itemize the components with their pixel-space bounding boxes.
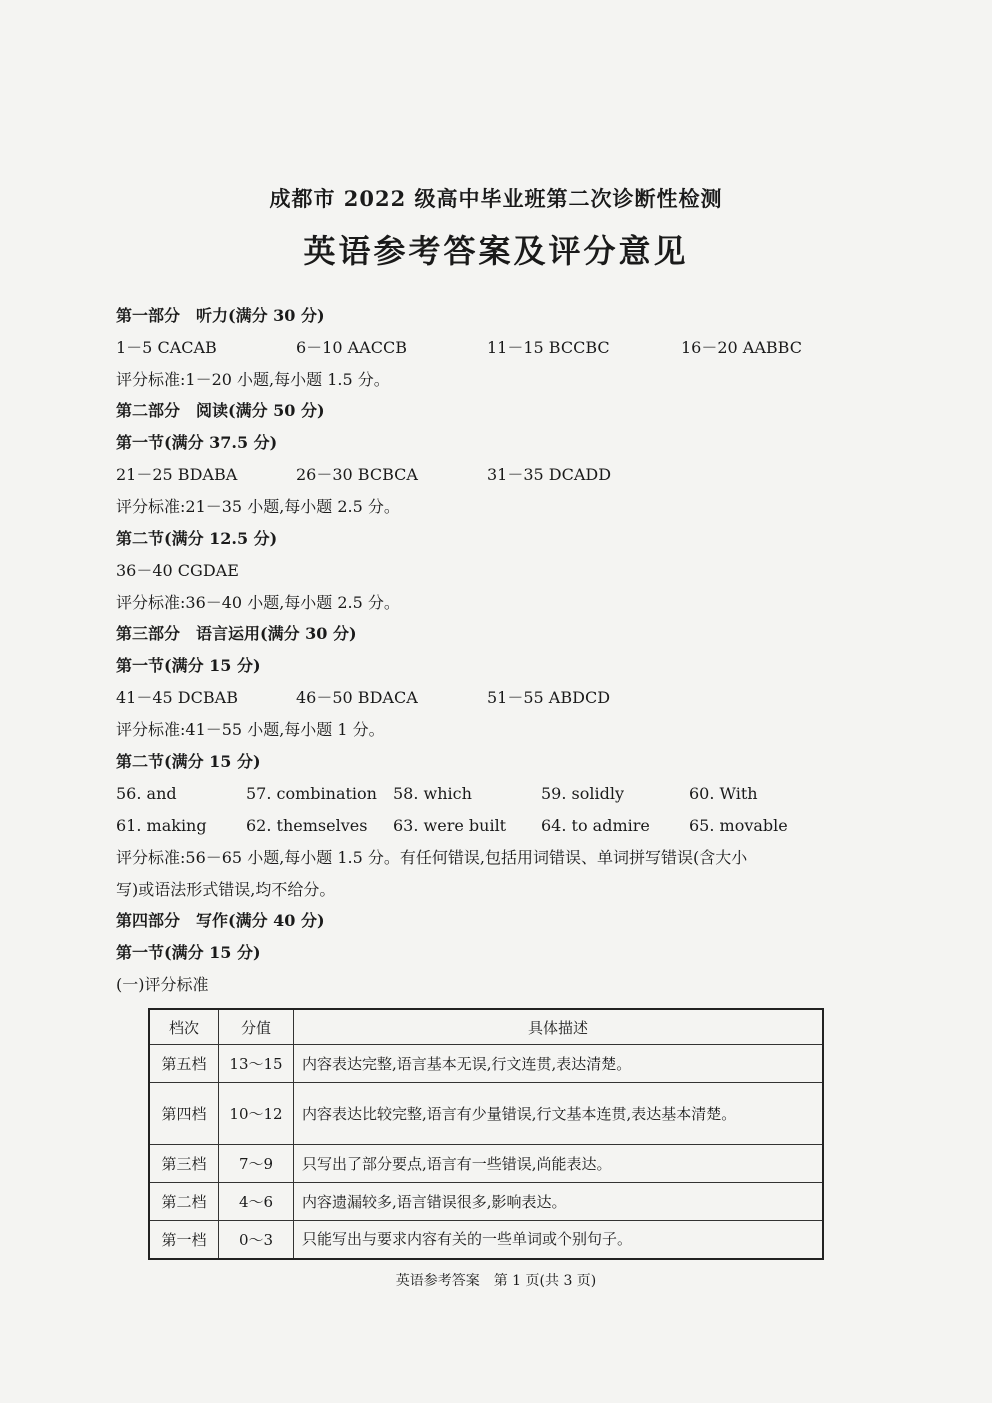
answer-group: 46－50 BDACA <box>296 688 418 707</box>
score-cell: 4～6 <box>219 1183 294 1221</box>
answer-group: 26－30 BCBCA <box>296 465 418 484</box>
column-header: 具体描述 <box>294 1009 824 1045</box>
part2-section2-heading: 第二节(满分 12.5 分) <box>116 529 278 548</box>
level-cell: 第五档 <box>149 1045 219 1083</box>
fill-answer: 62. themselves <box>246 816 368 835</box>
part4-section1-heading: 第一节(满分 15 分) <box>116 943 261 962</box>
part3-section2-heading: 第二节(满分 15 分) <box>116 752 261 771</box>
score-cell: 7～9 <box>219 1145 294 1183</box>
part2-section1-heading: 第一节(满分 37.5 分) <box>116 433 278 452</box>
answer-group: 1－5 CACAB <box>116 338 217 357</box>
scoring-table <box>148 1008 824 1260</box>
answer-group: 36－40 CGDAE <box>116 561 239 580</box>
part3-section2-standard: 评分标准:56－65 小题,每小题 1.5 分。有任何错误,包括用词错误、单词拼写错误(含大小 <box>116 848 748 867</box>
table-row <box>149 1221 823 1259</box>
level-cell: 第一档 <box>149 1221 219 1259</box>
fill-answer: 57. combination <box>246 784 377 803</box>
part2-section2-standard: 评分标准:36－40 小题,每小题 2.5 分。 <box>116 593 400 612</box>
column-header: 分值 <box>219 1009 294 1045</box>
part1-heading: 第一部分 听力(满分 30 分) <box>116 306 325 325</box>
fill-answer: 65. movable <box>689 816 788 835</box>
answer-group: 51－55 ABDCD <box>487 688 611 707</box>
part4-heading: 第四部分 写作(满分 40 分) <box>116 911 325 930</box>
criteria-heading: (一)评分标准 <box>116 975 209 994</box>
table-header-row <box>149 1009 823 1045</box>
answer-group: 21－25 BDABA <box>116 465 238 484</box>
answer-group: 41－45 DCBAB <box>116 688 238 707</box>
column-header: 档次 <box>149 1009 219 1045</box>
part3-section2-standard-cont: 写)或语法形式错误,均不给分。 <box>116 880 336 899</box>
table-row <box>149 1145 823 1183</box>
level-cell: 第二档 <box>149 1183 219 1221</box>
fill-answer: 60. With <box>689 784 758 803</box>
fill-answer: 58. which <box>393 784 472 803</box>
fill-answer: 63. were built <box>393 816 507 835</box>
description-cell: 只写出了部分要点,语言有一些错误,尚能表达。 <box>294 1145 824 1183</box>
answer-group: 16－20 AABBC <box>681 338 802 357</box>
level-cell: 第三档 <box>149 1145 219 1183</box>
level-cell: 第四档 <box>149 1083 219 1145</box>
description-cell: 内容表达完整,语言基本无误,行文连贯,表达清楚。 <box>294 1045 824 1083</box>
fill-answer: 61. making <box>116 816 207 835</box>
part3-heading: 第三部分 语言运用(满分 30 分) <box>116 624 357 643</box>
part3-section1-heading: 第一节(满分 15 分) <box>116 656 261 675</box>
answer-group: 31－35 DCADD <box>487 465 612 484</box>
fill-answer: 64. to admire <box>541 816 650 835</box>
part1-standard: 评分标准:1－20 小题,每小题 1.5 分。 <box>116 370 390 389</box>
page-footer: 英语参考答案 第 1 页(共 3 页) <box>395 1273 597 1289</box>
part2-section1-standard: 评分标准:21－35 小题,每小题 2.5 分。 <box>116 497 400 516</box>
table-row <box>149 1045 823 1083</box>
score-cell: 0～3 <box>219 1221 294 1259</box>
description-cell: 只能写出与要求内容有关的一些单词或个别句子。 <box>294 1221 824 1259</box>
fill-answer: 56. and <box>116 784 177 803</box>
score-cell: 10～12 <box>219 1083 294 1145</box>
fill-answer: 59. solidly <box>541 784 625 803</box>
score-cell: 13～15 <box>219 1045 294 1083</box>
description-cell: 内容遗漏较多,语言错误很多,影响表达。 <box>294 1183 824 1221</box>
table-row <box>149 1083 823 1145</box>
description-cell: 内容表达比较完整,语言有少量错误,行文基本连贯,表达基本清楚。 <box>294 1083 824 1145</box>
exam-title: 成都市 2022 级高中毕业班第二次诊断性检测 <box>269 186 723 211</box>
part2-heading: 第二部分 阅读(满分 50 分) <box>116 401 325 420</box>
document-title: 英语参考答案及评分意见 <box>303 232 689 270</box>
answer-group: 6－10 AACCB <box>296 338 407 357</box>
part3-section1-standard: 评分标准:41－55 小题,每小题 1 分。 <box>116 720 385 739</box>
table-row <box>149 1183 823 1221</box>
answer-group: 11－15 BCCBC <box>487 338 610 357</box>
